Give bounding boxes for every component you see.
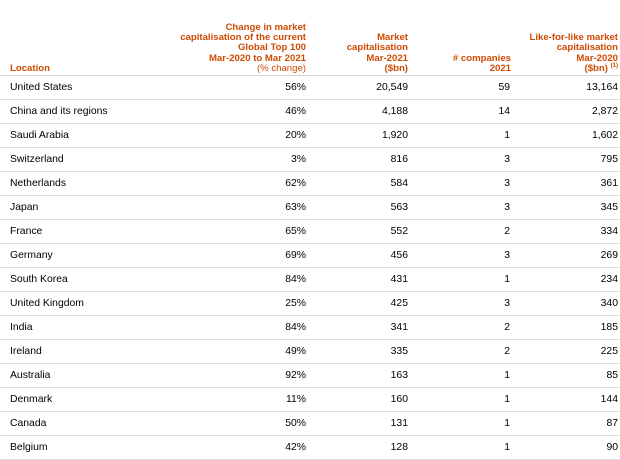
location-cell: Australia (0, 364, 180, 388)
market-cap-cell: 128 (308, 436, 410, 460)
location-cell: United States (0, 76, 180, 100)
market-cap-cell: 131 (308, 412, 410, 436)
companies-cell: 2 (410, 220, 513, 244)
like-for-like-cell: 340 (513, 292, 620, 316)
location-cell: Denmark (0, 388, 180, 412)
table-row (0, 148, 620, 172)
header-mcap-line: Market (377, 32, 408, 44)
market-cap-cell: 425 (308, 292, 410, 316)
table-row (0, 196, 620, 220)
table-row (0, 172, 620, 196)
table-row (0, 388, 620, 412)
change-cell: 69% (180, 244, 308, 268)
header-change-line: capitalisation of the current (180, 32, 306, 44)
table-row (0, 292, 620, 316)
location-cell: Switzerland (0, 148, 180, 172)
table-row (0, 412, 620, 436)
table-row (0, 244, 620, 268)
table-row (0, 340, 620, 364)
market-cap-cell: 160 (308, 388, 410, 412)
change-cell: 65% (180, 220, 308, 244)
header-change-unit: (% change) (256, 62, 306, 74)
like-for-like-cell: 2,872 (513, 100, 620, 124)
companies-cell: 2 (410, 316, 513, 340)
companies-cell: 1 (410, 388, 513, 412)
companies-cell: 59 (410, 76, 513, 100)
like-for-like-cell: 345 (513, 196, 620, 220)
companies-cell: 1 (410, 412, 513, 436)
companies-cell: 14 (410, 100, 513, 124)
market-cap-cell: 431 (308, 268, 410, 292)
location-cell: United Kingdom (0, 292, 180, 316)
companies-cell: 3 (410, 148, 513, 172)
header-lfl-line: ($bn) $^{(1)}$ (584, 62, 618, 74)
change-cell: 42% (180, 436, 308, 460)
like-for-like-cell: 334 (513, 220, 620, 244)
location-cell: Germany (0, 244, 180, 268)
header-change-line: Global Top 100 (237, 42, 306, 54)
market-cap-cell: 341 (308, 316, 410, 340)
location-cell: India (0, 316, 180, 340)
change-cell: 63% (180, 196, 308, 220)
like-for-like-cell: 361 (513, 172, 620, 196)
market-cap-cell: 456 (308, 244, 410, 268)
change-cell: 49% (180, 340, 308, 364)
location-cell: Netherlands (0, 172, 180, 196)
header-mcap-line: capitalisation (346, 42, 408, 54)
footnote-marker: (1) (610, 62, 618, 69)
change-cell: 3% (180, 148, 308, 172)
like-for-like-cell: 234 (513, 268, 620, 292)
like-for-like-cell: 1,602 (513, 124, 620, 148)
location-cell: Saudi Arabia (0, 124, 180, 148)
companies-cell: 3 (410, 244, 513, 268)
like-for-like-cell: 13,164 (513, 76, 620, 100)
companies-cell: 1 (410, 268, 513, 292)
companies-cell: 3 (410, 196, 513, 220)
market-cap-cell: 552 (308, 220, 410, 244)
table-row (0, 76, 620, 100)
change-cell: 84% (180, 268, 308, 292)
like-for-like-cell: 144 (513, 388, 620, 412)
location-cell: South Korea (0, 268, 180, 292)
change-cell: 56% (180, 76, 308, 100)
location-cell: Belgium (0, 436, 180, 460)
location-cell: Ireland (0, 340, 180, 364)
change-cell: 50% (180, 412, 308, 436)
change-cell: 84% (180, 316, 308, 340)
companies-cell: 3 (410, 292, 513, 316)
like-for-like-cell: 225 (513, 340, 620, 364)
companies-cell: 2 (410, 340, 513, 364)
market-cap-cell: 335 (308, 340, 410, 364)
header-location: Location (0, 0, 180, 76)
header-row (0, 0, 620, 76)
like-for-like-cell: 85 (513, 364, 620, 388)
market-cap-cell: 584 (308, 172, 410, 196)
market-cap-cell: 20,549 (308, 76, 410, 100)
header-mcap-line: ($bn) (384, 62, 408, 74)
like-for-like-cell: 87 (513, 412, 620, 436)
companies-cell: 1 (410, 436, 513, 460)
market-cap-cell: 4,188 (308, 100, 410, 124)
header-market-cap (308, 0, 410, 76)
header-companies-line: # companies (452, 52, 511, 64)
table-row (0, 100, 620, 124)
market-cap-cell: 563 (308, 196, 410, 220)
table-row (0, 364, 620, 388)
like-for-like-cell: 90 (513, 436, 620, 460)
location-cell: China and its regions (0, 100, 180, 124)
companies-cell: 1 (410, 364, 513, 388)
header-change (180, 0, 308, 76)
header-lfl-line: Mar-2020 (576, 52, 618, 64)
header-companies-line: 2021 (489, 62, 511, 74)
header-mcap-line: Mar-2021 (366, 52, 408, 64)
table-row (0, 220, 620, 244)
change-cell: 11% (180, 388, 308, 412)
market-cap-cell: 163 (308, 364, 410, 388)
header-lfl-line: Like-for-like market (529, 32, 618, 44)
location-cell: Japan (0, 196, 180, 220)
table-body (0, 76, 620, 460)
header-like-for-like (513, 0, 620, 76)
like-for-like-cell: 795 (513, 148, 620, 172)
like-for-like-cell: 269 (513, 244, 620, 268)
header-companies (410, 0, 513, 76)
change-cell: 25% (180, 292, 308, 316)
location-cell: France (0, 220, 180, 244)
table-row (0, 316, 620, 340)
change-cell: 20% (180, 124, 308, 148)
header-lfl-line: capitalisation (556, 42, 618, 54)
table-row (0, 268, 620, 292)
header-change-line: Change in market (225, 21, 306, 33)
change-cell: 62% (180, 172, 308, 196)
change-cell: 92% (180, 364, 308, 388)
table-header (0, 0, 620, 76)
companies-cell: 1 (410, 124, 513, 148)
header-change-line: Mar-2020 to Mar 2021 (208, 52, 306, 64)
table-row (0, 124, 620, 148)
market-cap-cell: 1,920 (308, 124, 410, 148)
market-cap-cell: 816 (308, 148, 410, 172)
companies-cell: 3 (410, 172, 513, 196)
location-cell: Canada (0, 412, 180, 436)
change-cell: 46% (180, 100, 308, 124)
like-for-like-cell: 185 (513, 316, 620, 340)
